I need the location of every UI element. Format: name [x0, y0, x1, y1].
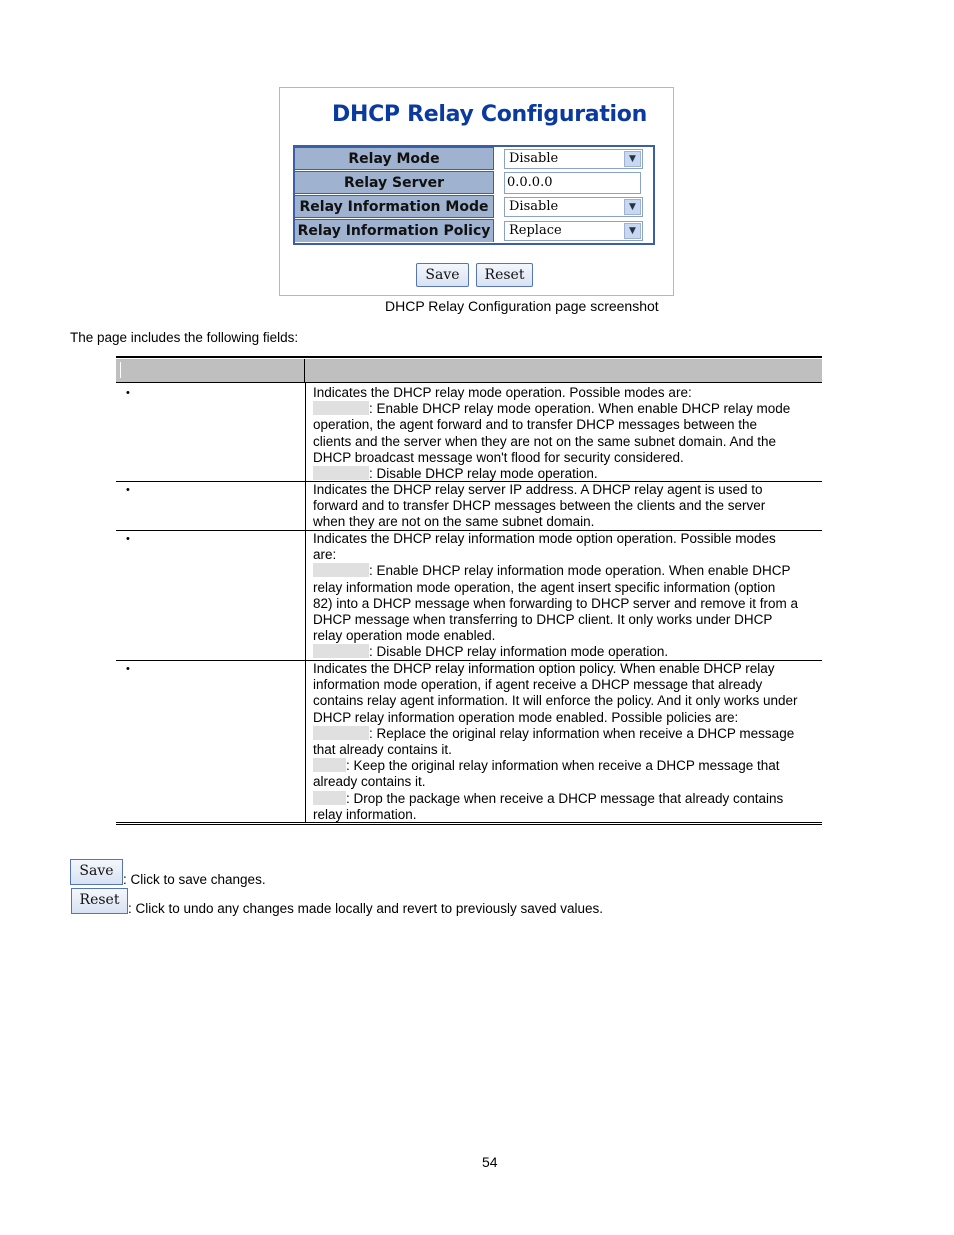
bullet-icon: •: [126, 387, 130, 399]
relay-mode-select[interactable]: Disable ▼: [504, 149, 643, 169]
description-line: Indicates the DHCP relay mode operation. Possible modes are:: [313, 385, 692, 400]
bullet-icon: •: [126, 663, 130, 675]
row-relay-mode: [295, 147, 653, 171]
row-relay-server: [295, 171, 653, 195]
relay-server-description: [313, 482, 818, 531]
description-line: are:: [313, 547, 337, 563]
row-relay-information-mode: [295, 195, 653, 219]
screenshot-caption: DHCP Relay Configuration page screenshot: [385, 298, 659, 314]
description-line: 82) into a DHCP message when forwarding to DHCP server and remove it from a: [313, 595, 798, 611]
description-line: : Disable DHCP relay information mode operation.: [313, 644, 818, 660]
option-name-placeholder: [313, 466, 369, 480]
table-top-rule: [116, 356, 822, 358]
save-help-text: : Click to save changes.: [123, 872, 266, 887]
table-header: [116, 359, 822, 383]
reset-button[interactable]: Reset: [476, 263, 533, 287]
description-line: : Disable DHCP relay mode operation.: [313, 466, 818, 482]
relay-information-policy-description: [313, 661, 818, 823]
reset-button-sample[interactable]: Reset: [71, 888, 128, 914]
reset-help-text: : Click to undo any changes made locally and revert to previously saved values.: [128, 901, 604, 916]
chevron-down-icon: ▼: [624, 151, 641, 167]
relay-information-mode-label: Relay Information Mode: [295, 195, 494, 218]
relay-mode-label: Relay Mode: [295, 147, 494, 170]
description-line: DHCP broadcast message won't flood for security considered.: [313, 449, 684, 465]
description-line: relay information mode operation, the agent insert specific information (option: [313, 579, 776, 595]
relay-information-policy-label: Relay Information Policy: [295, 219, 494, 242]
option-name-placeholder: [313, 791, 346, 805]
dhcp-relay-screenshot: [279, 87, 674, 296]
option-name-placeholder: [313, 726, 369, 740]
table-column-divider: [305, 382, 306, 823]
relay-information-policy-select[interactable]: Replace ▼: [504, 221, 643, 241]
description-line: Indicates the DHCP relay server IP address. A DHCP relay agent is used to: [313, 482, 763, 497]
description-line: DHCP message when transferring to DHCP client. It only works under DHCP: [313, 612, 773, 628]
option-name-placeholder: [313, 644, 369, 658]
row-relay-information-policy: [295, 219, 653, 243]
relay-server-label: Relay Server: [295, 171, 494, 194]
option-name-placeholder: [313, 563, 369, 577]
description-line: relay information.: [313, 806, 417, 822]
description-line: relay operation mode enabled.: [313, 628, 496, 644]
bullet-icon: •: [126, 533, 130, 545]
description-line: that already contains it.: [313, 742, 452, 758]
bullet-icon: •: [126, 484, 130, 496]
description-line: DHCP relay information operation mode enabled. Possible policies are:: [313, 709, 739, 725]
description-line: already contains it.: [313, 774, 426, 790]
description-line: operation, the agent forward and to transfer DHCP messages between the: [313, 417, 758, 433]
description-line: : Enable DHCP relay mode operation. When enable DHCP relay mode: [313, 401, 818, 417]
description-line: information mode operation, if agent receive a DHCP message that already: [313, 677, 763, 693]
description-line: contains relay agent information. It will enforce the policy. And it only works under: [313, 693, 798, 709]
screenshot-title: DHCP Relay Configuration: [332, 102, 647, 127]
relay-server-input[interactable]: 0.0.0.0: [504, 172, 641, 194]
chevron-down-icon: ▼: [624, 223, 641, 239]
save-button-sample[interactable]: Save: [70, 859, 123, 885]
description-line: when they are not on the same subnet domain.: [313, 514, 595, 530]
relay-information-mode-description: [313, 531, 818, 661]
relay-config-table: [293, 145, 655, 245]
description-line: : Replace the original relay information when receive a DHCP message: [313, 726, 818, 742]
description-line: Indicates the DHCP relay information option policy. When enable DHCP relay: [313, 661, 775, 676]
option-name-placeholder: [313, 401, 369, 415]
option-name-placeholder: [313, 758, 346, 772]
description-line: : Drop the package when receive a DHCP message that already contains: [313, 791, 818, 807]
description-line: Indicates the DHCP relay information mode option operation. Possible modes: [313, 531, 776, 546]
relay-mode-description: [313, 385, 818, 482]
chevron-down-icon: ▼: [624, 199, 641, 215]
intro-text: The page includes the following fields:: [70, 330, 299, 345]
page-number: 54: [482, 1154, 498, 1170]
description-line: : Enable DHCP relay information mode operation. When enable DHCP: [313, 563, 818, 579]
description-line: : Keep the original relay information when receive a DHCP message that: [313, 758, 818, 774]
save-button[interactable]: Save: [416, 263, 469, 287]
description-line: clients and the server when they are not on the same subnet domain. And the: [313, 433, 777, 449]
relay-information-mode-select[interactable]: Disable ▼: [504, 197, 643, 217]
description-line: forward and to transfer DHCP messages between the clients and the server: [313, 498, 766, 514]
